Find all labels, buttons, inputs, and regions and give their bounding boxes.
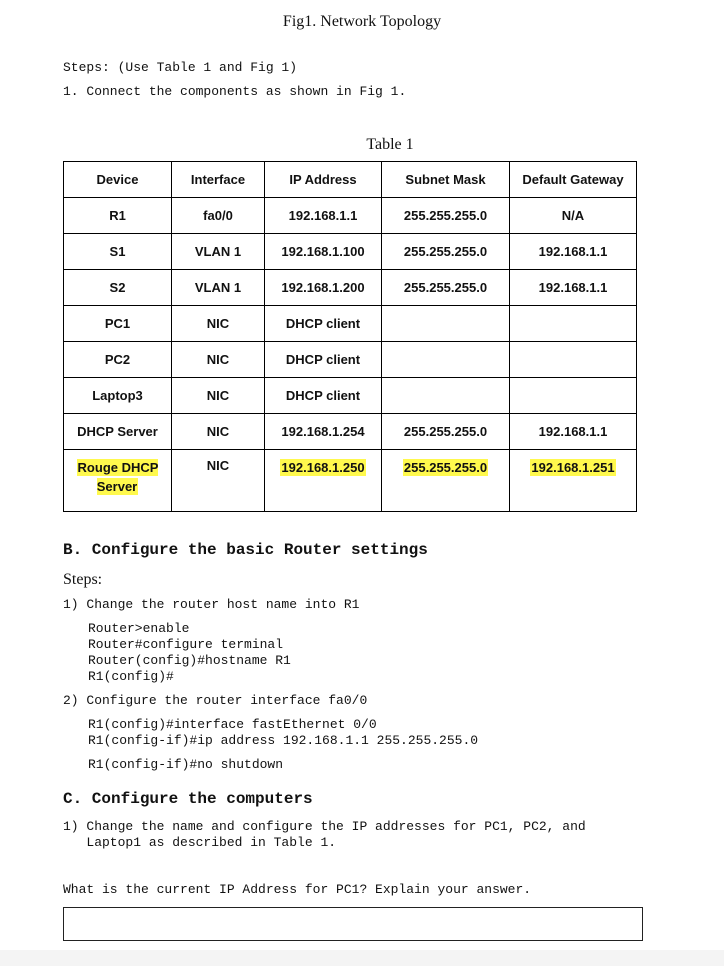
section-c-step-1-line-2: Laptop1 as described in Table 1. (63, 835, 337, 850)
cell-ip-address: DHCP client (265, 306, 382, 342)
table-caption: Table 1 (366, 136, 414, 153)
code-line: R1(config-if)#ip address 192.168.1.1 255.255.255.0 (88, 733, 479, 748)
cell-subnet-mask (382, 306, 510, 342)
cell-ip-address: 192.168.1.254 (265, 414, 382, 450)
table-row (64, 306, 637, 342)
figure-caption: Fig1. Network Topology (282, 13, 442, 30)
header-default-gateway: Default Gateway (510, 162, 637, 198)
code-line: R1(config-if)#no shutdown (88, 757, 284, 772)
cell-device: S2 (64, 270, 172, 306)
cell-ip-address: 192.168.1.1 (265, 198, 382, 234)
highlighted-text: 192.168.1.250 (281, 460, 365, 475)
cell-ip-address (265, 450, 382, 512)
highlighted-text: Rouge DHCP Server (77, 460, 159, 494)
section-b-step-2: 2) Configure the router interface fa0/0 (63, 693, 368, 708)
page-bottom-strip (0, 950, 724, 966)
code-line: Router(config)#hostname R1 (88, 653, 291, 668)
cell-device (64, 450, 172, 512)
cell-default-gateway: 192.168.1.1 (510, 414, 637, 450)
answer-box[interactable] (63, 907, 643, 941)
question-text: What is the current IP Address for PC1? Explain your answer. (63, 882, 532, 897)
cell-interface: fa0/0 (172, 198, 265, 234)
section-b-step-1: 1) Change the router host name into R1 (63, 597, 360, 612)
cell-subnet-mask: 255.255.255.0 (382, 414, 510, 450)
cell-device: R1 (64, 198, 172, 234)
cell-interface: NIC (172, 342, 265, 378)
cell-ip-address: DHCP client (265, 378, 382, 414)
highlighted-text: 255.255.255.0 (403, 460, 488, 475)
section-b-steps-label: Steps: (63, 571, 103, 588)
code-line: Router>enable (88, 621, 190, 636)
cell-default-gateway (510, 306, 637, 342)
cell-subnet-mask (382, 342, 510, 378)
highlighted-text: 192.168.1.251 (531, 460, 615, 475)
cell-subnet-mask (382, 378, 510, 414)
cell-subnet-mask: 255.255.255.0 (382, 234, 510, 270)
device-table (63, 161, 637, 512)
cell-interface: NIC (172, 450, 265, 512)
cell-subnet-mask (382, 450, 510, 512)
code-line: R1(config)# (88, 669, 174, 684)
table-row (64, 234, 637, 270)
cell-default-gateway: 192.168.1.1 (510, 270, 637, 306)
cell-ip-address: 192.168.1.100 (265, 234, 382, 270)
cell-interface: NIC (172, 306, 265, 342)
cell-default-gateway (510, 378, 637, 414)
cell-default-gateway (510, 450, 637, 512)
table-header-row (64, 162, 637, 198)
table-row (64, 198, 637, 234)
section-c-title: C. Configure the computers (63, 790, 313, 808)
table-row-highlighted (64, 450, 637, 512)
cell-interface: NIC (172, 414, 265, 450)
header-device: Device (64, 162, 172, 198)
table-row (64, 270, 637, 306)
cell-interface: NIC (172, 378, 265, 414)
header-ip-address: IP Address (265, 162, 382, 198)
cell-device: S1 (64, 234, 172, 270)
step-connect-components: 1. Connect the components as shown in Fig 1. (63, 84, 407, 99)
cell-default-gateway: 192.168.1.1 (510, 234, 637, 270)
cell-interface: VLAN 1 (172, 270, 265, 306)
cell-default-gateway: N/A (510, 198, 637, 234)
cell-device: DHCP Server (64, 414, 172, 450)
cell-device: PC2 (64, 342, 172, 378)
code-line: R1(config)#interface fastEthernet 0/0 (88, 717, 377, 732)
header-subnet-mask: Subnet Mask (382, 162, 510, 198)
cell-subnet-mask: 255.255.255.0 (382, 270, 510, 306)
code-line: Router#configure terminal (88, 637, 284, 652)
cell-default-gateway (510, 342, 637, 378)
cell-device: PC1 (64, 306, 172, 342)
table-row (64, 378, 637, 414)
cell-device: Laptop3 (64, 378, 172, 414)
table-row (64, 414, 637, 450)
cell-ip-address: 192.168.1.200 (265, 270, 382, 306)
cell-subnet-mask: 255.255.255.0 (382, 198, 510, 234)
cell-ip-address: DHCP client (265, 342, 382, 378)
section-b-title: B. Configure the basic Router settings (63, 541, 428, 559)
section-c-step-1-line-1: 1) Change the name and configure the IP addresses for PC1, PC2, and (63, 819, 586, 834)
cell-interface: VLAN 1 (172, 234, 265, 270)
table-row (64, 342, 637, 378)
steps-intro: Steps: (Use Table 1 and Fig 1) (63, 60, 298, 75)
header-interface: Interface (172, 162, 265, 198)
